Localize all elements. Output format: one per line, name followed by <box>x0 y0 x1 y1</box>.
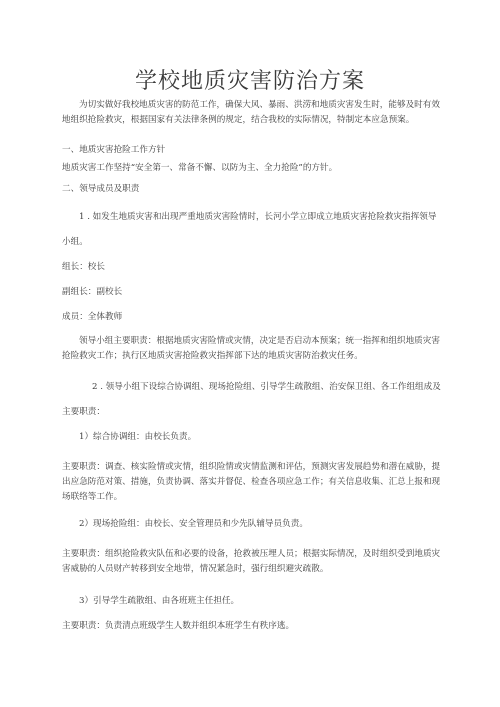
deputy-leader-line: 副组长：副校长 <box>62 287 123 297</box>
section-heading-1: 一、地质灾害抢险工作方针 <box>62 145 166 155</box>
members-line: 成员：全体教师 <box>62 312 123 322</box>
item-2-paragraph: 2 . 领导小组下设综合协调组、现场抢险组、引导学生疏散组、治安保卫组、各工作组组成及主要职责： <box>62 382 441 417</box>
group-1-duties: 主要职责：调查、核实险情或灾情，组织险情或灾情监测和评估，预测灾害发展趋势和潜在威胁，提出应急防范对策、措施，负责协调、落实并督促、检查各项应急工作；有关信息收集、汇总上报和现场联络等工作。 <box>62 462 441 502</box>
leadership-duties-paragraph: 领导小组主要职责：根据地质灾害险情或灾情，决定是否启动本预案；统一指挥和组织地质灾害抢险救灾工作；执行区地质灾害抢险救灾指挥部下达的地质灾害防治救灾任务。 <box>62 336 440 361</box>
group-2-heading: 2）现场抢险组：由校长、安全管理员和少先队辅导员负责。 <box>79 519 308 529</box>
section-heading-2: 二、领导成员及职责 <box>62 184 140 194</box>
group-2-duties: 主要职责：组织抢险救灾队伍和必要的设备，抢救被压埋人员；根据实际情况，及时组织受到地质灾害威胁的人员财产转移到安全地带，情况紧急时，强行组织避灾疏散。 <box>62 549 441 574</box>
policy-paragraph: 地质灾害工作坚持“安全第一、常备不懈、以防为主、全力抢险”的方针。 <box>62 163 338 173</box>
group-3-duties: 主要职责：负责清点班级学生人数并组织本班学生有秩序逃。 <box>62 621 295 631</box>
item-1-paragraph: 1 . 如发生地质灾害和出现严重地质灾害险情时，长河小学立即成立地质灾害抢险救灾指挥领导小组。 <box>62 212 437 247</box>
group-1-heading: 1）综合协调组：由校长负责。 <box>79 432 197 442</box>
intro-paragraph: 为切实做好我校地质灾害的防范工作，确保大风、暴雨、洪涝和地质灾害发生时，能够及时有效地组织抢险救灾，根据国家有关法律条例的规定，结合我校的实际情况，特制定本应急预案。 <box>62 100 440 125</box>
group-3-heading: 3）引导学生疏散组、由各班班主任担任。 <box>79 596 240 606</box>
document-title: 学校地质灾害防治方案 <box>134 69 365 94</box>
leader-line: 组长：校长 <box>62 262 105 272</box>
